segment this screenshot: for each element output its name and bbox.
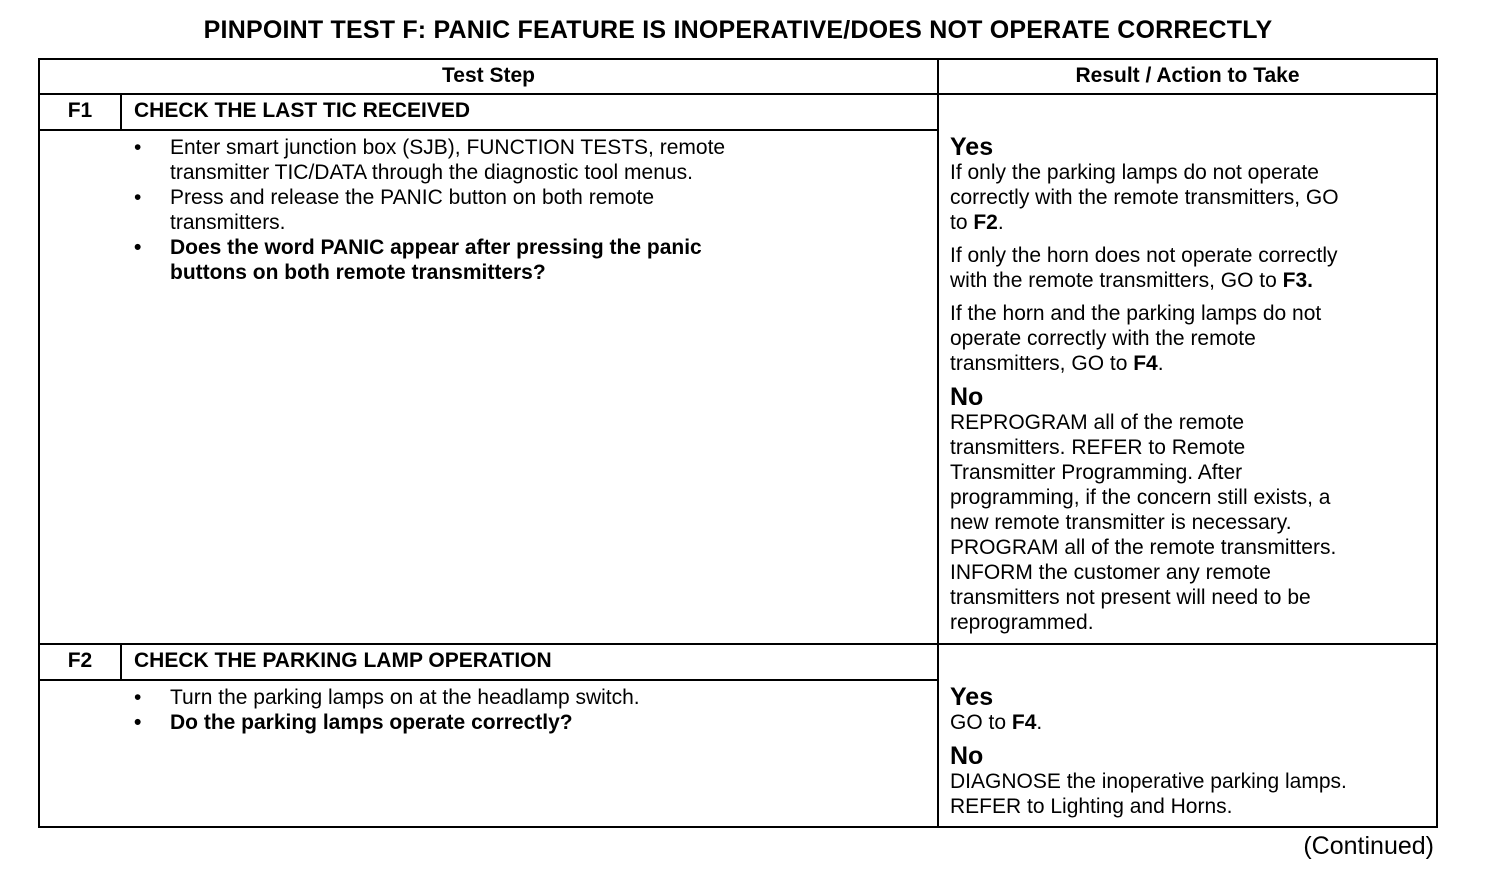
f1-title-divider — [38, 129, 938, 131]
yes-label: Yes — [950, 683, 994, 711]
f2-question: • Do the parking lamps operate correctly? — [132, 710, 640, 735]
f2-id-divider — [120, 643, 122, 681]
no-label: No — [950, 383, 984, 411]
result-item: DIAGNOSE the inoperative parking lamps. REFER to Lighting and Horns. — [950, 770, 1347, 818]
list-item: • Press and release the PANIC button on both remote transmitters. — [132, 185, 725, 235]
f1-f2-divider — [38, 643, 1438, 645]
f1-instructions — [132, 135, 725, 285]
f2-result — [950, 684, 1434, 827]
step-title-f1: CHECK THE LAST TIC RECEIVED — [134, 99, 471, 122]
column-divider — [937, 58, 939, 828]
f1-id-divider — [120, 93, 122, 130]
yes-label: Yes — [950, 133, 994, 161]
test-step-header: Test Step — [442, 64, 535, 87]
f1-question: • Does the word PANIC appear after pressing the panic buttons on both remote transmitters? — [132, 235, 725, 285]
result-item: If only the parking lamps do not operate correctly with the remote transmitters, GO to F2. — [950, 161, 1339, 234]
f2-instructions — [132, 685, 640, 735]
step-ref: F4 — [1133, 352, 1158, 375]
step-id-f1: F1 — [67, 99, 93, 122]
step-ref: F3. — [1282, 269, 1313, 292]
list-item: • Enter smart junction box (SJB), FUNCTION TESTS, remote transmitter TIC/DATA through the diagnostic tool menus. — [132, 135, 725, 185]
step-ref: F4 — [1011, 711, 1037, 734]
page-title: PINPOINT TEST F: PANIC FEATURE IS INOPERATIVE/DOES NOT OPERATE CORRECTLY — [203, 16, 1273, 44]
result-item: If only the horn does not operate correctly with the remote transmitters, GO to F3. — [950, 244, 1338, 292]
header-divider — [38, 93, 1438, 95]
no-label: No — [950, 742, 984, 770]
list-item: • Turn the parking lamps on at the headlamp switch. — [132, 685, 640, 710]
result-item: GO to F4. — [950, 711, 1043, 734]
result-header: Result / Action to Take — [1075, 64, 1300, 87]
continued-label: (Continued) — [1303, 832, 1434, 860]
result-item: If the horn and the parking lamps do not operate correctly with the remote transmitters, GO to F4. — [950, 302, 1322, 375]
f1-result — [950, 134, 1434, 643]
result-item: REPROGRAM all of the remote transmitters. REFER to Remote Transmitter Programming. After programming, if the concern still exists, a new remote transmitter is necessary. PROGRAM all of the remote transmitters. INFORM the customer any remote transmitters not present will need to be reprogrammed. — [950, 411, 1337, 634]
step-title-f2: CHECK THE PARKING LAMP OPERATION — [134, 649, 552, 672]
f2-title-divider — [38, 679, 938, 681]
step-ref: F2 — [973, 211, 998, 234]
step-id-f2: F2 — [67, 649, 93, 672]
